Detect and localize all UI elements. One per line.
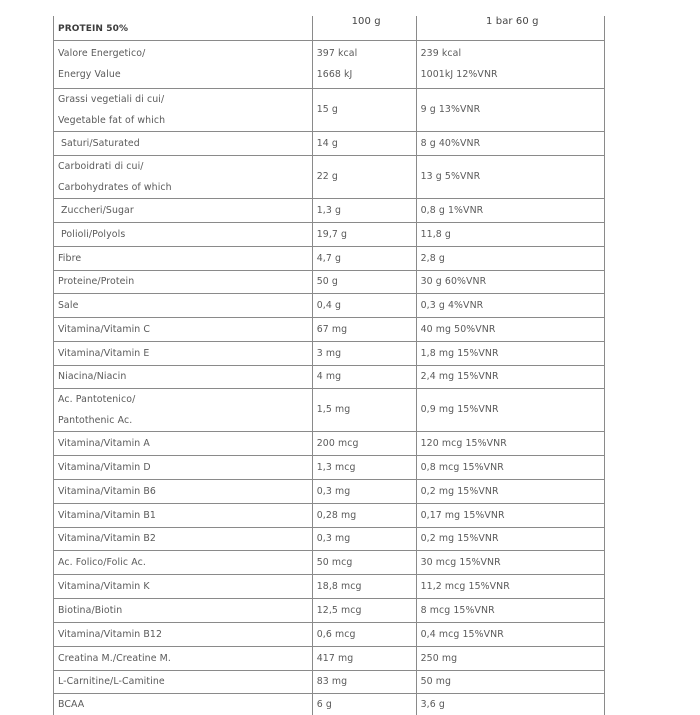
per-bar-cell [416, 622, 604, 646]
table-row [54, 341, 605, 365]
per-100g-cell [312, 527, 416, 550]
cell-text: 397 kcal [316, 48, 358, 59]
cell-text: 11,8 g [420, 228, 451, 240]
table-row [54, 598, 605, 622]
cell-text: 1,8 mg 15%VNR [420, 347, 499, 359]
cell-text: Energy Value [58, 69, 121, 80]
per-bar-cell [416, 431, 604, 455]
per-100g-cell [312, 88, 416, 131]
cell-text: 22 g [316, 171, 338, 182]
nutrient-name-cell [54, 479, 313, 503]
nutrient-name-cell [54, 503, 313, 527]
per-bar-cell [416, 40, 604, 88]
nutrient-name-cell [54, 670, 313, 693]
table-row [54, 693, 605, 715]
nutrient-name-cell [54, 622, 313, 646]
per-bar-cell [416, 527, 604, 550]
nutrient-name-cell [54, 222, 313, 246]
cell-text: 67 mg [316, 323, 348, 335]
cell-text: Saturi/Saturated [61, 137, 140, 149]
cell-text: 4,7 g [316, 252, 342, 264]
cell-text: 40 mg 50%VNR [420, 323, 496, 335]
cell-text: Polioli/Polyols [61, 228, 126, 240]
cell-text: Proteine/Protein [58, 276, 135, 287]
table-row [54, 622, 605, 646]
cell-text: 11,2 mcg 15%VNR [420, 580, 510, 592]
per-bar-cell [416, 293, 604, 317]
cell-text: 0,17 mg 15%VNR [420, 509, 505, 521]
cell-text: Vitamina/Vitamin B2 [58, 533, 157, 544]
cell-text: 8 mcg 15%VNR [420, 604, 495, 616]
cell-text: Vitamina/Vitamin B6 [58, 485, 157, 497]
per-bar-cell [416, 388, 604, 431]
cell-text: 19,7 g [316, 228, 348, 240]
nutrient-name-cell [54, 88, 313, 131]
cell-text: L-Carnitine/L-Camitine [58, 676, 165, 687]
per-100g-cell [312, 598, 416, 622]
nutrient-name-cell [54, 341, 313, 365]
table-row [54, 646, 605, 670]
per-100g-cell [312, 479, 416, 503]
column-header-per-bar: 1 bar 60 g [416, 16, 604, 40]
table-row [54, 388, 605, 431]
cell-text: Biotina/Biotin [58, 604, 123, 616]
cell-text: 6 g [316, 698, 332, 710]
cell-text: 8 g 40%VNR [420, 137, 481, 149]
nutrient-name-cell [54, 455, 313, 479]
per-100g-cell [312, 293, 416, 317]
cell-text: 50 mcg [316, 556, 353, 568]
table-row [54, 88, 605, 131]
cell-text: 0,8 mcg 15%VNR [420, 461, 504, 473]
cell-text: 200 mcg [316, 437, 359, 449]
nutrient-name-cell [54, 270, 313, 293]
cell-text: 0,28 mg [316, 509, 357, 521]
per-bar-cell [416, 365, 604, 388]
nutrient-name-cell [54, 388, 313, 431]
product-title: PROTEIN 50% [54, 16, 313, 40]
per-bar-cell [416, 317, 604, 341]
cell-text: 0,2 mg 15%VNR [420, 533, 499, 544]
nutrient-name-cell [54, 198, 313, 222]
cell-text: 0,9 mg 15%VNR [420, 404, 499, 415]
per-100g-cell [312, 131, 416, 155]
cell-text: 30 mcg 15%VNR [420, 556, 501, 568]
per-bar-cell [416, 550, 604, 574]
cell-text: Vitamina/Vitamin E [58, 347, 150, 359]
cell-text: 0,3 mg [316, 533, 351, 544]
table-row [54, 550, 605, 574]
per-100g-cell [312, 503, 416, 527]
column-header-per-100g: 100 g [312, 16, 416, 40]
table-row [54, 317, 605, 341]
cell-text: Vitamina/Vitamin B12 [58, 628, 163, 640]
cell-text: Vitamina/Vitamin K [58, 580, 150, 592]
cell-text: 0,6 mcg [316, 628, 356, 640]
per-100g-cell [312, 388, 416, 431]
per-100g-cell [312, 455, 416, 479]
cell-text: 18,8 mcg [316, 580, 362, 592]
per-bar-cell [416, 270, 604, 293]
cell-text: 50 g [316, 276, 338, 287]
cell-text: Creatina M./Creatine M. [58, 652, 171, 664]
nutrient-name-cell [54, 155, 313, 198]
per-bar-cell [416, 693, 604, 715]
nutrient-name-cell [54, 646, 313, 670]
per-100g-cell [312, 431, 416, 455]
cell-text: 0,4 mcg 15%VNR [420, 628, 504, 640]
cell-text: 1,5 mg [316, 404, 351, 415]
per-bar-cell [416, 155, 604, 198]
table-row [54, 670, 605, 693]
nutrient-name-cell [54, 246, 313, 270]
cell-text: 0,4 g [316, 299, 342, 311]
cell-text: Ac. Pantotenico/ [58, 393, 136, 405]
cell-text: 12,5 mcg [316, 604, 362, 616]
cell-text: 2,8 g [420, 252, 445, 264]
per-100g-cell [312, 693, 416, 715]
cell-text: 0,3 g 4%VNR [420, 299, 484, 311]
table-row [54, 270, 605, 293]
table-row [54, 503, 605, 527]
cell-text: 14 g [316, 137, 338, 149]
per-bar-cell [416, 222, 604, 246]
per-bar-cell [416, 598, 604, 622]
per-100g-cell [312, 574, 416, 598]
cell-text: Pantothenic Ac. [58, 414, 133, 426]
per-100g-cell [312, 198, 416, 222]
nutrient-name-cell [54, 293, 313, 317]
table-row [54, 527, 605, 550]
table-row [54, 131, 605, 155]
per-bar-cell [416, 670, 604, 693]
cell-text: 0,8 g 1%VNR [420, 204, 484, 216]
cell-text: 9 g 13%VNR [420, 104, 481, 115]
cell-text: 15 g [316, 104, 338, 115]
per-100g-cell [312, 40, 416, 88]
table-row [54, 293, 605, 317]
cell-text: 1,3 mcg [316, 461, 356, 473]
table-row [54, 365, 605, 388]
cell-text: 120 mcg 15%VNR [420, 437, 507, 449]
per-100g-cell [312, 622, 416, 646]
table-row [54, 246, 605, 270]
nutrient-name-cell [54, 131, 313, 155]
cell-text: Fibre [58, 252, 82, 264]
per-100g-cell [312, 341, 416, 365]
cell-text: Grassi vegetiali di cui/ [58, 93, 165, 105]
table-row [54, 155, 605, 198]
table-row [54, 198, 605, 222]
cell-text: Vitamina/Vitamin C [58, 323, 151, 335]
nutrient-name-cell [54, 574, 313, 598]
per-bar-cell [416, 503, 604, 527]
cell-text: 13 g 5%VNR [420, 171, 481, 182]
nutrient-name-cell [54, 365, 313, 388]
cell-text: BCAA [58, 698, 85, 710]
per-100g-cell [312, 365, 416, 388]
table-row [54, 40, 605, 88]
table-row [54, 222, 605, 246]
per-bar-cell [416, 341, 604, 365]
per-bar-cell [416, 574, 604, 598]
per-100g-cell [312, 550, 416, 574]
per-bar-cell [416, 246, 604, 270]
table-header-row [54, 16, 605, 40]
cell-text: Vegetable fat of which [58, 114, 166, 126]
per-bar-cell [416, 131, 604, 155]
per-100g-cell [312, 155, 416, 198]
cell-text: Carboidrati di cui/ [58, 160, 144, 172]
per-100g-cell [312, 246, 416, 270]
cell-text: Zuccheri/Sugar [61, 204, 134, 216]
per-100g-cell [312, 670, 416, 693]
cell-text: 0,2 mg 15%VNR [420, 485, 499, 497]
nutrient-name-cell [54, 40, 313, 88]
cell-text: 239 kcal [420, 48, 462, 59]
table-row [54, 431, 605, 455]
cell-text: Carbohydrates of which [58, 181, 172, 193]
cell-text: 3,6 g [420, 698, 445, 710]
cell-text: Valore Energetico/ [58, 48, 146, 59]
per-100g-cell [312, 222, 416, 246]
cell-text: 1,3 g [316, 204, 342, 216]
cell-text: Vitamina/Vitamin B1 [58, 509, 157, 521]
cell-text: Niacina/Niacin [58, 371, 127, 382]
per-100g-cell [312, 317, 416, 341]
cell-text: 250 mg [420, 652, 458, 664]
cell-text: Sale [58, 299, 79, 311]
nutrient-name-cell [54, 598, 313, 622]
table-row [54, 455, 605, 479]
nutrient-name-cell [54, 693, 313, 715]
nutrient-name-cell [54, 527, 313, 550]
nutrient-name-cell [54, 431, 313, 455]
cell-text: Vitamina/Vitamin A [58, 437, 150, 449]
per-bar-cell [416, 198, 604, 222]
nutrition-table [53, 16, 605, 715]
per-bar-cell [416, 479, 604, 503]
cell-text: Vitamina/Vitamin D [58, 461, 151, 473]
cell-text: 3 mg [316, 347, 342, 359]
per-100g-cell [312, 646, 416, 670]
cell-text: 4 mg [316, 371, 342, 382]
cell-text: 1668 kJ [316, 69, 353, 80]
cell-text: Ac. Folico/Folic Ac. [58, 556, 146, 568]
per-bar-cell [416, 88, 604, 131]
nutrient-name-cell [54, 317, 313, 341]
per-100g-cell [312, 270, 416, 293]
table-row [54, 479, 605, 503]
cell-text: 0,3 mg [316, 485, 351, 497]
cell-text: 30 g 60%VNR [420, 276, 487, 287]
per-bar-cell [416, 646, 604, 670]
cell-text: 50 mg [420, 676, 452, 687]
cell-text: 83 mg [316, 676, 348, 687]
cell-text: 417 mg [316, 652, 354, 664]
cell-text: 1001kJ 12%VNR [420, 69, 498, 80]
cell-text: 2,4 mg 15%VNR [420, 371, 499, 382]
table-row [54, 574, 605, 598]
per-bar-cell [416, 455, 604, 479]
nutrient-name-cell [54, 550, 313, 574]
